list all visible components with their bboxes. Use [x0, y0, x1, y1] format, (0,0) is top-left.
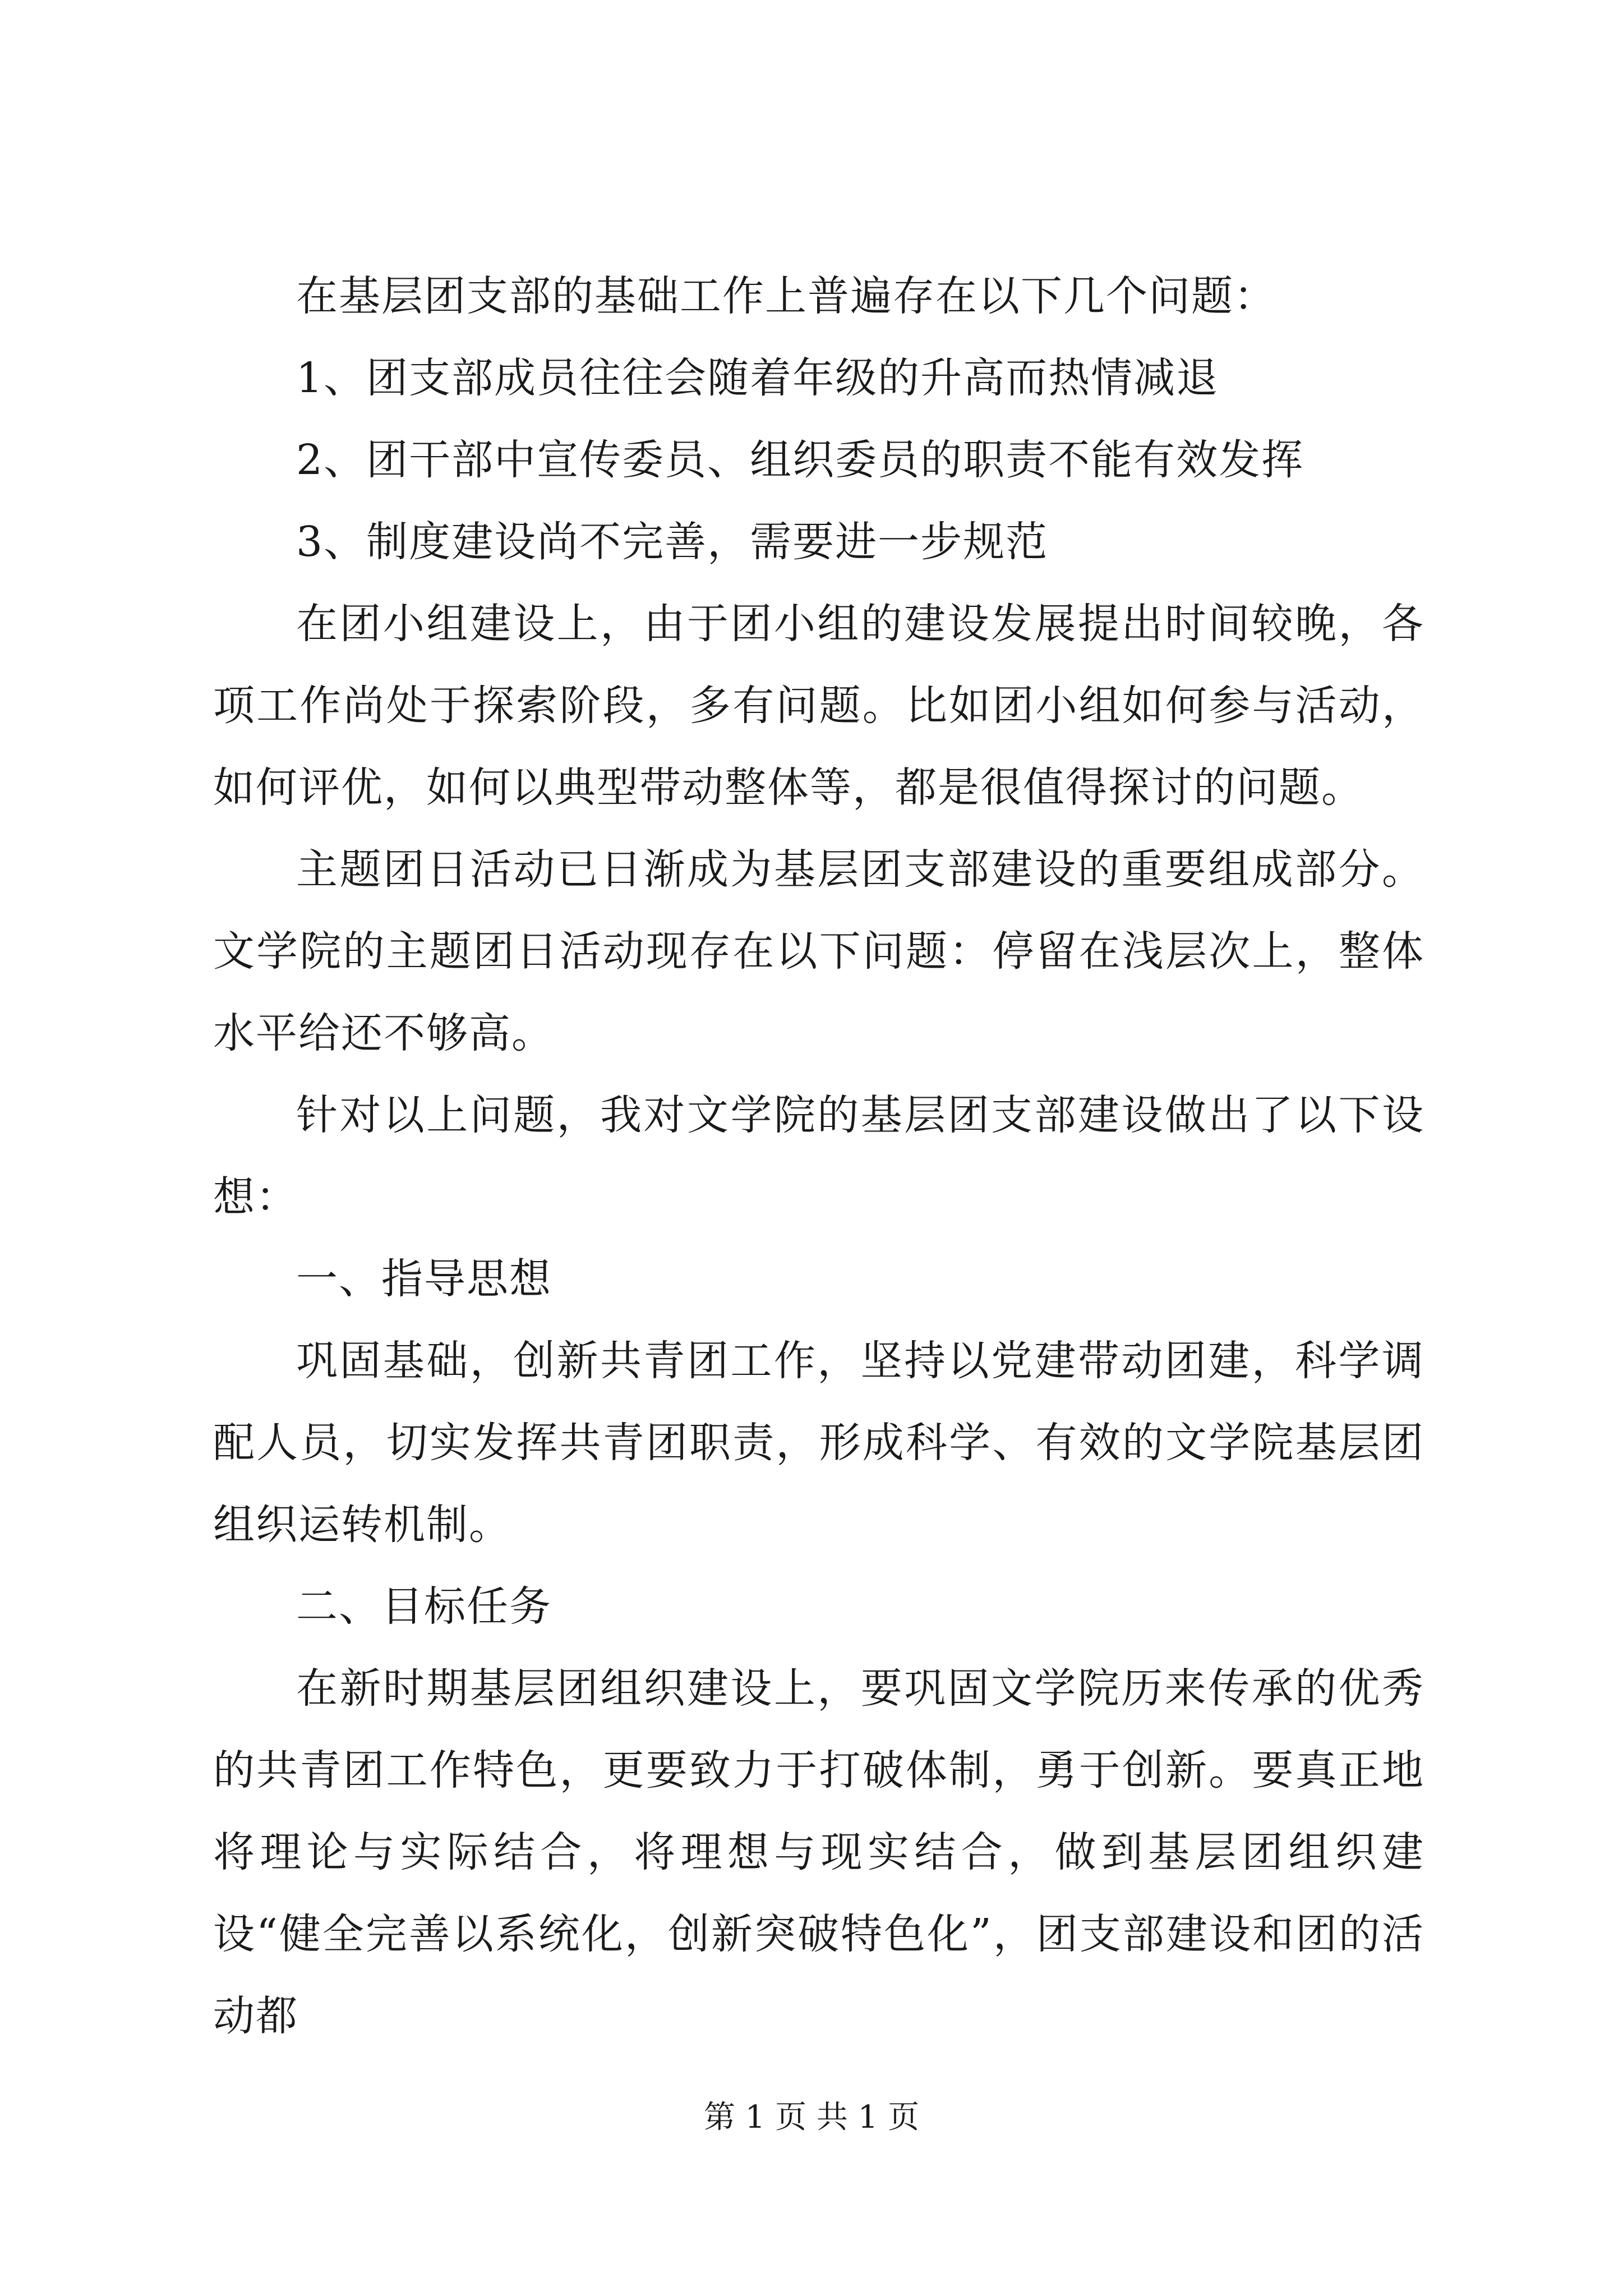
paragraph-problems-intro: 在基层团支部的基础工作上普遍存在以下几个问题： [296, 272, 1276, 320]
heading-goals-tasks: 二、目标任务 [296, 1582, 552, 1631]
paragraph-theme-day: 主题团日活动已日渐成为基层团支部建设的重要组成部分。文学院的主题团日活动现存在以下问题：停留在浅层次上，整体水平给还不够高。 [213, 845, 1424, 1057]
paragraph-team-group: 在团小组建设上，由于团小组的建设发展提出时间较晚，各项工作尚处于探索阶段，多有问题。比如团小组如何参与活动，如何评优，如何以典型带动整体等，都是很值得探讨的问题。 [213, 600, 1424, 812]
document-body [213, 255, 1424, 2057]
paragraph-problem-2: 2、团干部中宣传委员、组织委员的职责不能有效发挥 [296, 436, 1304, 484]
paragraph-goals-tasks: 在新时期基层团组织建设上，要巩固文学院历来传承的优秀的共青团工作特色，更要致力于打破体制，勇于创新。要真正地将理论与实际结合，将理想与现实结合，做到基层团组织建设“健全完善以系统化，创新突破特色化”，团支部建设和团的活动都 [213, 1664, 1424, 2040]
page-number-footer: 第 1 页 共 1 页 [703, 2099, 920, 2136]
heading-guiding-thought: 一、指导思想 [296, 1255, 552, 1303]
paragraph-guiding-thought: 巩固基础，创新共青团工作，坚持以党建带动团建，科学调配人员，切实发挥共青团职责，形成科学、有效的文学院基层团组织运转机制。 [213, 1337, 1424, 1549]
paragraph-problem-1: 1、团支部成员往往会随着年级的升高而热情减退 [296, 354, 1219, 402]
paragraph-problem-3: 3、制度建设尚不完善，需要进一步规范 [296, 518, 1049, 566]
paragraph-proposal-intro: 针对以上问题，我对文学院的基层团支部建设做出了以下设想： [213, 1091, 1424, 1221]
